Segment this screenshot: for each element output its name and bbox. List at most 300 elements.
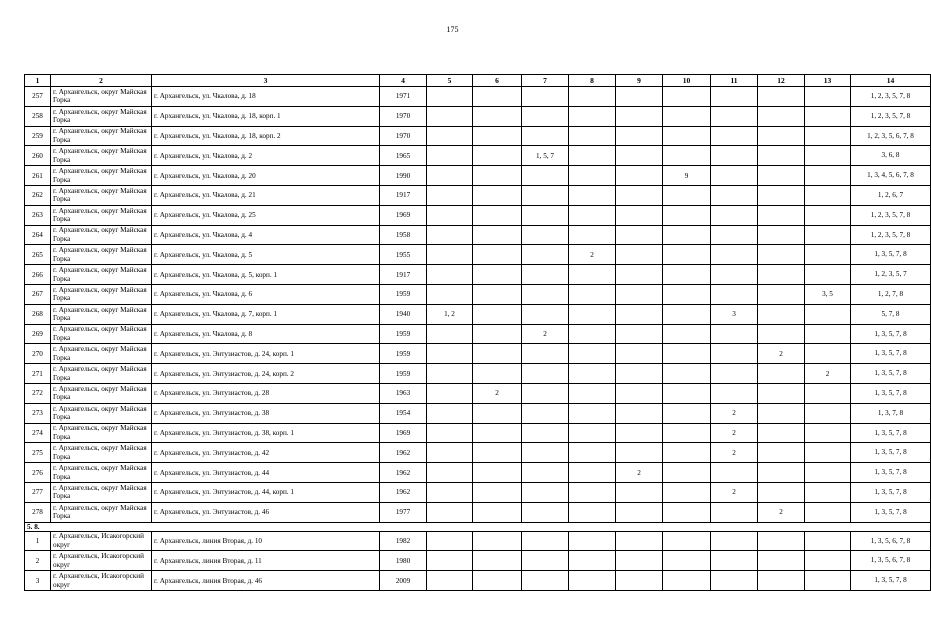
table-body: [25, 87, 931, 591]
col-6-cell: [473, 423, 522, 443]
row-number-cell: 274: [25, 423, 51, 443]
address-cell: г. Архангельск, ул. Энтузиастов, д. 38, корп. 1: [152, 423, 380, 443]
column-header-4: 4: [380, 75, 427, 87]
year-built-cell: 1963: [380, 383, 427, 403]
table-row: [25, 571, 931, 591]
table-row: [25, 443, 931, 463]
year-built-cell: 1971: [380, 87, 427, 107]
col-8-cell: [569, 284, 616, 304]
col-6-cell: [473, 551, 522, 571]
col-9-cell: [616, 225, 663, 245]
year-built-cell: 1962: [380, 482, 427, 502]
col-14-cell: 1, 3, 5, 7, 8: [851, 463, 931, 483]
col-7-cell: [522, 482, 569, 502]
col-14-cell: 1, 2, 3, 5, 6, 7, 8: [851, 126, 931, 146]
address-cell: г. Архангельск, ул. Чкалова, д. 21: [152, 185, 380, 205]
col-8-cell: [569, 205, 616, 225]
col-6-cell: [473, 344, 522, 364]
row-number-cell: 261: [25, 166, 51, 186]
district-cell: г. Архангельск, округ Майская Горка: [51, 245, 152, 265]
table-row: [25, 185, 931, 205]
col-8-cell: [569, 482, 616, 502]
col-12-cell: 2: [758, 344, 805, 364]
col-7-cell: [522, 423, 569, 443]
row-number-cell: 276: [25, 463, 51, 483]
district-cell: г. Архангельск, Исакогорский округ: [51, 571, 152, 591]
year-built-cell: 1959: [380, 284, 427, 304]
col-5-cell: [427, 146, 473, 166]
table-row: [25, 463, 931, 483]
district-cell: г. Архангельск, округ Майская Горка: [51, 205, 152, 225]
year-built-cell: 1969: [380, 423, 427, 443]
col-8-cell: [569, 551, 616, 571]
district-cell: г. Архангельск, округ Майская Горка: [51, 502, 152, 522]
col-11-cell: [711, 383, 758, 403]
col-9-cell: [616, 245, 663, 265]
row-number-cell: 1: [25, 531, 51, 551]
col-5-cell: [427, 482, 473, 502]
col-14-cell: 1, 3, 5, 7, 8: [851, 364, 931, 384]
col-14-cell: 5, 7, 8: [851, 304, 931, 324]
col-13-cell: [805, 146, 851, 166]
col-5-cell: [427, 463, 473, 483]
col-13-cell: [805, 126, 851, 146]
col-13-cell: [805, 383, 851, 403]
col-6-cell: [473, 571, 522, 591]
col-9-cell: [616, 482, 663, 502]
col-14-cell: 1, 2, 3, 5, 7, 8: [851, 106, 931, 126]
col-8-cell: [569, 403, 616, 423]
column-header-9: 9: [616, 75, 663, 87]
col-14-cell: 1, 2, 3, 5, 7, 8: [851, 87, 931, 107]
row-number-cell: 264: [25, 225, 51, 245]
column-header-10: 10: [663, 75, 711, 87]
col-8-cell: [569, 166, 616, 186]
col-9-cell: [616, 571, 663, 591]
col-10-cell: [663, 205, 711, 225]
col-13-cell: [805, 166, 851, 186]
address-cell: г. Архангельск, ул. Чкалова, д. 20: [152, 166, 380, 186]
year-built-cell: 1962: [380, 443, 427, 463]
col-5-cell: [427, 284, 473, 304]
col-10-cell: [663, 344, 711, 364]
table-row: [25, 482, 931, 502]
col-13-cell: [805, 423, 851, 443]
col-14-cell: 3, 6, 8: [851, 146, 931, 166]
col-7-cell: [522, 225, 569, 245]
col-12-cell: [758, 482, 805, 502]
col-12-cell: [758, 364, 805, 384]
col-5-cell: [427, 205, 473, 225]
district-cell: г. Архангельск, округ Майская Горка: [51, 284, 152, 304]
col-10-cell: [663, 284, 711, 304]
address-cell: г. Архангельск, ул. Чкалова, д. 6: [152, 284, 380, 304]
col-10-cell: [663, 106, 711, 126]
col-9-cell: [616, 265, 663, 285]
col-11-cell: [711, 571, 758, 591]
table-row: [25, 383, 931, 403]
col-11-cell: [711, 126, 758, 146]
table-row: [25, 531, 931, 551]
col-13-cell: [805, 551, 851, 571]
col-13-cell: [805, 502, 851, 522]
col-7-cell: [522, 443, 569, 463]
address-cell: г. Архангельск, ул. Чкалова, д. 18: [152, 87, 380, 107]
col-6-cell: [473, 87, 522, 107]
district-cell: г. Архангельск, округ Майская Горка: [51, 443, 152, 463]
col-14-cell: 1, 3, 5, 7, 8: [851, 571, 931, 591]
col-6-cell: [473, 245, 522, 265]
col-7-cell: [522, 106, 569, 126]
col-11-cell: [711, 265, 758, 285]
col-9-cell: 2: [616, 463, 663, 483]
address-cell: г. Архангельск, ул. Энтузиастов, д. 46: [152, 502, 380, 522]
year-built-cell: 1982: [380, 531, 427, 551]
year-built-cell: 1970: [380, 126, 427, 146]
row-number-cell: 260: [25, 146, 51, 166]
col-14-cell: 1, 3, 4, 5, 6, 7, 8: [851, 166, 931, 186]
col-6-cell: [473, 463, 522, 483]
table-row: [25, 166, 931, 186]
col-9-cell: [616, 205, 663, 225]
col-7-cell: [522, 383, 569, 403]
row-number-cell: 275: [25, 443, 51, 463]
col-8-cell: [569, 443, 616, 463]
col-8-cell: [569, 304, 616, 324]
col-11-cell: [711, 245, 758, 265]
col-12-cell: [758, 324, 805, 344]
address-cell: г. Архангельск, ул. Энтузиастов, д. 28: [152, 383, 380, 403]
table-row: [25, 106, 931, 126]
col-13-cell: [805, 443, 851, 463]
col-9-cell: [616, 185, 663, 205]
table-row: [25, 551, 931, 571]
col-13-cell: [805, 482, 851, 502]
district-cell: г. Архангельск, округ Майская Горка: [51, 265, 152, 285]
row-number-cell: 268: [25, 304, 51, 324]
table-row: [25, 364, 931, 384]
col-9-cell: [616, 531, 663, 551]
col-7-cell: [522, 403, 569, 423]
row-number-cell: 258: [25, 106, 51, 126]
col-12-cell: [758, 284, 805, 304]
col-14-cell: 1, 2, 7, 8: [851, 284, 931, 304]
district-cell: г. Архангельск, округ Майская Горка: [51, 482, 152, 502]
col-14-cell: 1, 2, 6, 7: [851, 185, 931, 205]
year-built-cell: 1977: [380, 502, 427, 522]
col-6-cell: [473, 166, 522, 186]
col-14-cell: 1, 3, 5, 6, 7, 8: [851, 551, 931, 571]
col-6-cell: [473, 482, 522, 502]
col-11-cell: 2: [711, 403, 758, 423]
col-13-cell: [805, 87, 851, 107]
col-12-cell: [758, 304, 805, 324]
col-8-cell: [569, 324, 616, 344]
col-7-cell: [522, 265, 569, 285]
col-10-cell: [663, 225, 711, 245]
col-6-cell: [473, 324, 522, 344]
row-number-cell: 269: [25, 324, 51, 344]
col-12-cell: [758, 463, 805, 483]
col-10-cell: [663, 185, 711, 205]
col-6-cell: [473, 502, 522, 522]
col-8-cell: [569, 531, 616, 551]
col-9-cell: [616, 304, 663, 324]
col-6-cell: [473, 146, 522, 166]
table-row: [25, 225, 931, 245]
col-14-cell: 1, 3, 5, 7, 8: [851, 324, 931, 344]
column-header-11: 11: [711, 75, 758, 87]
col-6-cell: [473, 531, 522, 551]
col-9-cell: [616, 344, 663, 364]
col-11-cell: [711, 146, 758, 166]
row-number-cell: 257: [25, 87, 51, 107]
col-13-cell: 3, 5: [805, 284, 851, 304]
year-built-cell: 1940: [380, 304, 427, 324]
table-row: [25, 126, 931, 146]
col-10-cell: [663, 304, 711, 324]
col-7-cell: [522, 551, 569, 571]
district-cell: г. Архангельск, округ Майская Горка: [51, 403, 152, 423]
district-cell: г. Архангельск, округ Майская Горка: [51, 146, 152, 166]
col-10-cell: [663, 443, 711, 463]
col-8-cell: 2: [569, 245, 616, 265]
column-header-7: 7: [522, 75, 569, 87]
page-number: 175: [446, 25, 459, 34]
col-11-cell: 3: [711, 304, 758, 324]
col-10-cell: [663, 403, 711, 423]
col-9-cell: [616, 443, 663, 463]
row-number-cell: 262: [25, 185, 51, 205]
col-7-cell: [522, 87, 569, 107]
col-12-cell: [758, 87, 805, 107]
col-10-cell: [663, 245, 711, 265]
col-5-cell: [427, 364, 473, 384]
row-number-cell: 278: [25, 502, 51, 522]
col-8-cell: [569, 265, 616, 285]
col-12-cell: [758, 571, 805, 591]
column-header-12: 12: [758, 75, 805, 87]
address-cell: г. Архангельск, ул. Энтузиастов, д. 24, корп. 1: [152, 344, 380, 364]
col-7-cell: [522, 304, 569, 324]
col-12-cell: [758, 245, 805, 265]
year-built-cell: 1969: [380, 205, 427, 225]
col-6-cell: [473, 364, 522, 384]
year-built-cell: 1980: [380, 551, 427, 571]
col-8-cell: [569, 106, 616, 126]
col-8-cell: [569, 364, 616, 384]
table-row: [25, 284, 931, 304]
col-13-cell: [805, 463, 851, 483]
column-header-6: 6: [473, 75, 522, 87]
column-header-14: 14: [851, 75, 931, 87]
year-built-cell: 1970: [380, 106, 427, 126]
col-7-cell: [522, 531, 569, 551]
col-12-cell: [758, 551, 805, 571]
row-number-cell: 263: [25, 205, 51, 225]
col-5-cell: [427, 571, 473, 591]
col-8-cell: [569, 463, 616, 483]
col-13-cell: [805, 185, 851, 205]
col-13-cell: [805, 304, 851, 324]
column-header-5: 5: [427, 75, 473, 87]
column-header-3: 3: [152, 75, 380, 87]
col-7-cell: [522, 126, 569, 146]
district-cell: г. Архангельск, округ Майская Горка: [51, 304, 152, 324]
col-12-cell: [758, 166, 805, 186]
column-header-8: 8: [569, 75, 616, 87]
col-9-cell: [616, 423, 663, 443]
col-5-cell: [427, 531, 473, 551]
col-5-cell: [427, 225, 473, 245]
col-10-cell: [663, 324, 711, 344]
col-8-cell: [569, 423, 616, 443]
table-row: [25, 265, 931, 285]
col-12-cell: [758, 423, 805, 443]
col-13-cell: [805, 344, 851, 364]
col-10-cell: [663, 87, 711, 107]
col-14-cell: 1, 3, 7, 8: [851, 403, 931, 423]
header-row: [25, 75, 931, 87]
col-5-cell: [427, 185, 473, 205]
col-9-cell: [616, 551, 663, 571]
col-8-cell: [569, 126, 616, 146]
row-number-cell: 273: [25, 403, 51, 423]
year-built-cell: 1962: [380, 463, 427, 483]
col-14-cell: 1, 2, 3, 5, 7: [851, 265, 931, 285]
year-built-cell: 1959: [380, 344, 427, 364]
col-8-cell: [569, 146, 616, 166]
col-8-cell: [569, 502, 616, 522]
col-9-cell: [616, 284, 663, 304]
district-cell: г. Архангельск, округ Майская Горка: [51, 166, 152, 186]
col-10-cell: [663, 482, 711, 502]
district-cell: г. Архангельск, Исакогорский округ: [51, 531, 152, 551]
year-built-cell: 1990: [380, 166, 427, 186]
row-number-cell: 2: [25, 551, 51, 571]
table-row: [25, 146, 931, 166]
district-cell: г. Архангельск, округ Майская Горка: [51, 324, 152, 344]
row-number-cell: 3: [25, 571, 51, 591]
col-7-cell: [522, 245, 569, 265]
col-11-cell: [711, 106, 758, 126]
year-built-cell: 1958: [380, 225, 427, 245]
table-row: [25, 205, 931, 225]
column-header-2: 2: [51, 75, 152, 87]
col-9-cell: [616, 403, 663, 423]
table-row: [25, 245, 931, 265]
col-13-cell: [805, 245, 851, 265]
col-10-cell: [663, 571, 711, 591]
district-cell: г. Архангельск, округ Майская Горка: [51, 87, 152, 107]
table-row: [25, 403, 931, 423]
col-10-cell: [663, 383, 711, 403]
col-5-cell: [427, 502, 473, 522]
col-10-cell: [663, 551, 711, 571]
col-10-cell: [663, 463, 711, 483]
district-cell: г. Архангельск, округ Майская Горка: [51, 423, 152, 443]
district-cell: г. Архангельск, округ Майская Горка: [51, 364, 152, 384]
year-built-cell: 1959: [380, 364, 427, 384]
col-12-cell: [758, 265, 805, 285]
col-12-cell: [758, 383, 805, 403]
address-cell: г. Архангельск, ул. Энтузиастов, д. 44, корп. 1: [152, 482, 380, 502]
col-11-cell: [711, 205, 758, 225]
col-10-cell: [663, 364, 711, 384]
col-5-cell: [427, 87, 473, 107]
col-5-cell: 1, 2: [427, 304, 473, 324]
year-built-cell: 1965: [380, 146, 427, 166]
col-14-cell: 1, 3, 5, 7, 8: [851, 245, 931, 265]
section-row: [25, 522, 931, 531]
col-7-cell: [522, 571, 569, 591]
register-table: [24, 74, 931, 591]
col-12-cell: [758, 205, 805, 225]
address-cell: г. Архангельск, линия Вторая, д. 46: [152, 571, 380, 591]
col-5-cell: [427, 383, 473, 403]
address-cell: г. Архангельск, ул. Энтузиастов, д. 44: [152, 463, 380, 483]
col-9-cell: [616, 146, 663, 166]
col-6-cell: [473, 304, 522, 324]
col-11-cell: [711, 284, 758, 304]
row-number-cell: 267: [25, 284, 51, 304]
col-5-cell: [427, 265, 473, 285]
col-11-cell: [711, 324, 758, 344]
col-5-cell: [427, 126, 473, 146]
year-built-cell: 1955: [380, 245, 427, 265]
address-cell: г. Архангельск, ул. Чкалова, д. 18, корп. 2: [152, 126, 380, 146]
col-5-cell: [427, 166, 473, 186]
col-9-cell: [616, 166, 663, 186]
district-cell: г. Архангельск, округ Майская Горка: [51, 126, 152, 146]
address-cell: г. Архангельск, ул. Энтузиастов, д. 38: [152, 403, 380, 423]
col-7-cell: [522, 463, 569, 483]
address-cell: г. Архангельск, ул. Чкалова, д. 2: [152, 146, 380, 166]
col-11-cell: [711, 551, 758, 571]
col-12-cell: [758, 146, 805, 166]
col-9-cell: [616, 106, 663, 126]
col-7-cell: 2: [522, 324, 569, 344]
row-number-cell: 277: [25, 482, 51, 502]
col-7-cell: [522, 284, 569, 304]
col-13-cell: [805, 324, 851, 344]
district-cell: г. Архангельск, округ Майская Горка: [51, 463, 152, 483]
year-built-cell: 1959: [380, 324, 427, 344]
col-5-cell: [427, 403, 473, 423]
col-5-cell: [427, 344, 473, 364]
col-12-cell: [758, 443, 805, 463]
district-cell: г. Архангельск, округ Майская Горка: [51, 106, 152, 126]
col-12-cell: 2: [758, 502, 805, 522]
district-cell: г. Архангельск, Исакогорский округ: [51, 551, 152, 571]
col-7-cell: [522, 185, 569, 205]
col-11-cell: [711, 185, 758, 205]
col-11-cell: [711, 87, 758, 107]
col-14-cell: 1, 2, 3, 5, 7, 8: [851, 205, 931, 225]
col-6-cell: [473, 265, 522, 285]
col-10-cell: [663, 265, 711, 285]
col-13-cell: [805, 205, 851, 225]
col-5-cell: [427, 245, 473, 265]
address-cell: г. Архангельск, ул. Чкалова, д. 25: [152, 205, 380, 225]
col-8-cell: [569, 87, 616, 107]
col-7-cell: [522, 502, 569, 522]
col-6-cell: [473, 205, 522, 225]
col-11-cell: [711, 364, 758, 384]
address-cell: г. Архангельск, ул. Чкалова, д. 4: [152, 225, 380, 245]
row-number-cell: 266: [25, 265, 51, 285]
col-10-cell: [663, 146, 711, 166]
